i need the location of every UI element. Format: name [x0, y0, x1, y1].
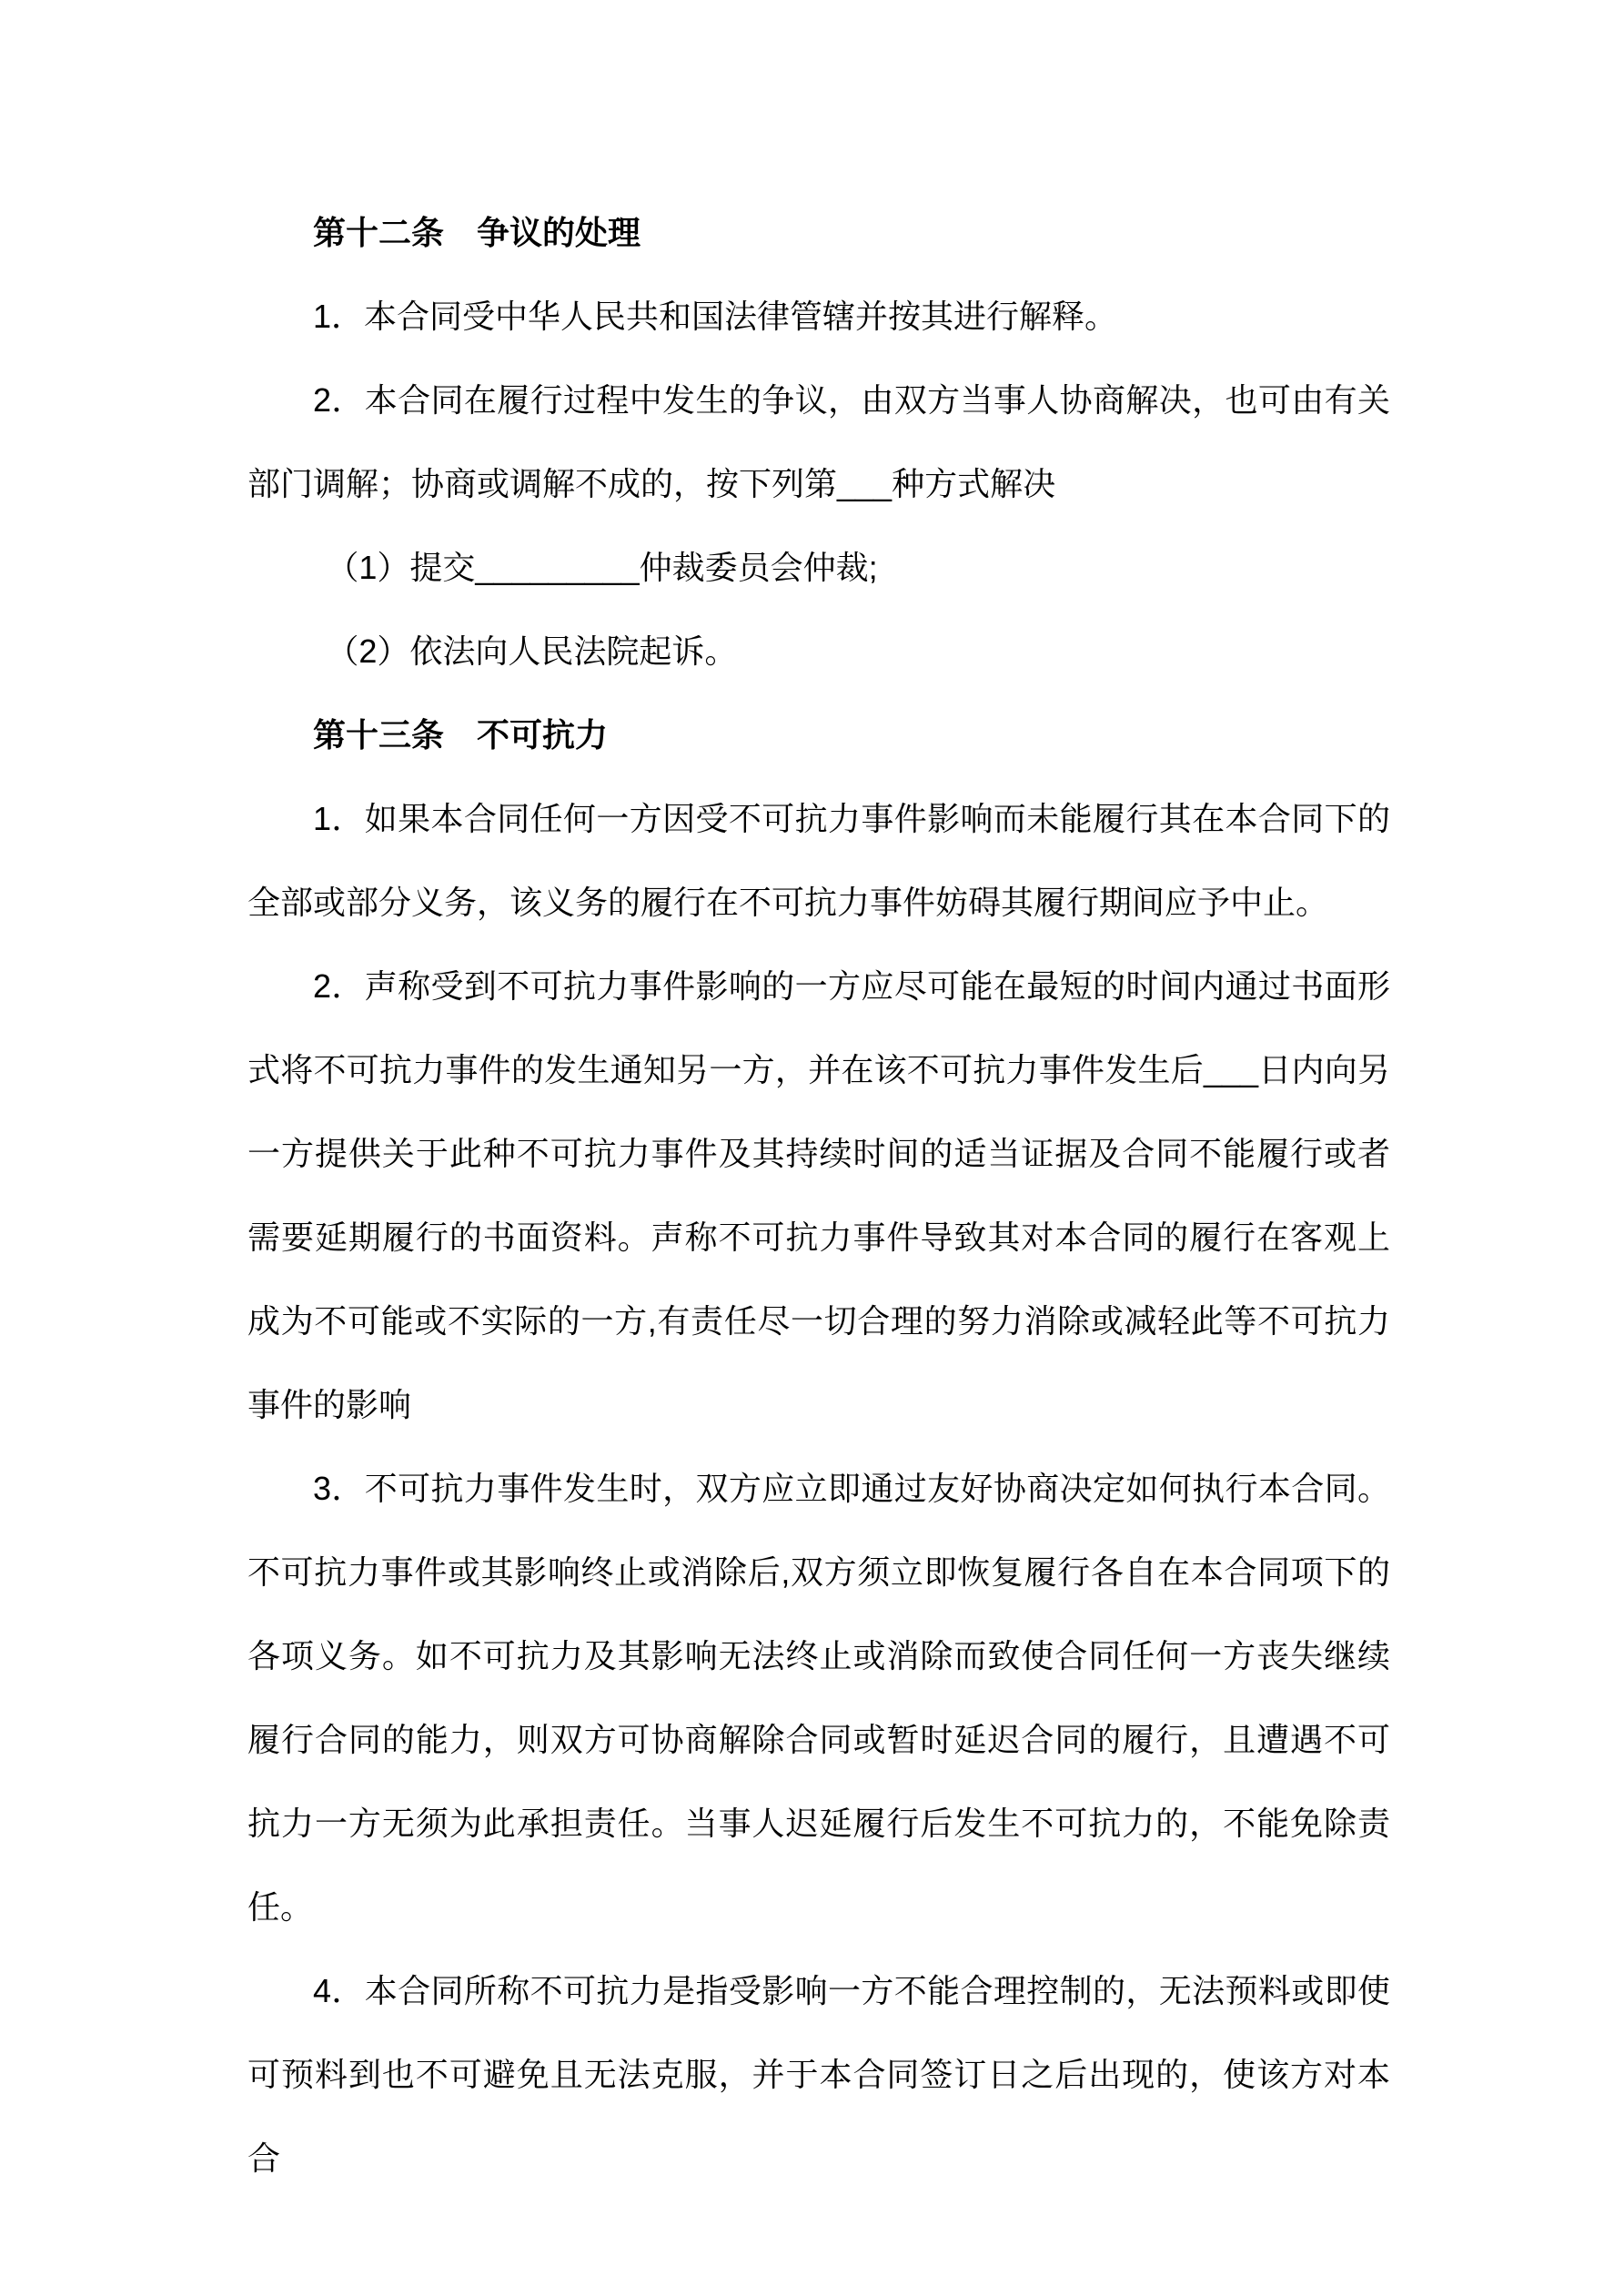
clause-13-item-3: 3．不可抗力事件发生时，双方应立即通过友好协商决定如何执行本合同。不可抗力事件或其影响终止或消除后,双方须立即恢复履行各自在本合同项下的各项义务。如不可抗力及其影响无法终止或消除而致使合同任何一方丧失继续履行合同的能力，则双方可协商解除合同或暂时延迟合同的履行，且遭遇不可抗力一方无须为此承担责任。当事人迟延履行后发生不可抗力的，不能免除责任。	[247, 1470, 1390, 1926]
clause-13-heading: 第十三条 不可抗力	[313, 716, 609, 754]
clause-12-heading: 第十二条 争议的处理	[313, 214, 641, 251]
clause-13-item-1: 1．如果本合同任何一方因受不可抗力事件影响而未能履行其在本合同下的全部或部分义务，该义务的履行在不可抗力事件妨碍其履行期间应予中止。	[247, 800, 1390, 921]
clause-13-item-2: 2．声称受到不可抗力事件影响的一方应尽可能在最短的时间内通过书面形式将不可抗力事件的发生通知另一方，并在该不可抗力事件发生后___日内向另一方提供关于此种不可抗力事件及其持续时间的适当证据及合同不能履行或者需要延期履行的书面资料。声称不可抗力事件导致其对本合同的履行在客观上成为不可能或不实际的一方,有责任尽一切合理的努力消除或减轻此等不可抗力事件的影响	[247, 967, 1390, 1423]
clause-12-item-2: 2．本合同在履行过程中发生的争议，由双方当事人协商解决，也可由有关部门调解；协商或调解不成的，按下列第___种方式解决	[247, 381, 1390, 502]
clause-12-item-1: 1．本合同受中华人民共和国法律管辖并按其进行解释。	[313, 298, 1118, 335]
clause-12-option-2-court: （2）依法向人民法院起诉。	[326, 632, 738, 670]
clause-12-option-1-arbitration: （1）提交_________仲裁委员会仲裁;	[326, 549, 878, 586]
clause-13-item-4: 4．本合同所称不可抗力是指受影响一方不能合理控制的，无法预料或即使可预料到也不可避免且无法克服，并于本合同签订日之后出现的，使该方对本合	[247, 1972, 1390, 2177]
